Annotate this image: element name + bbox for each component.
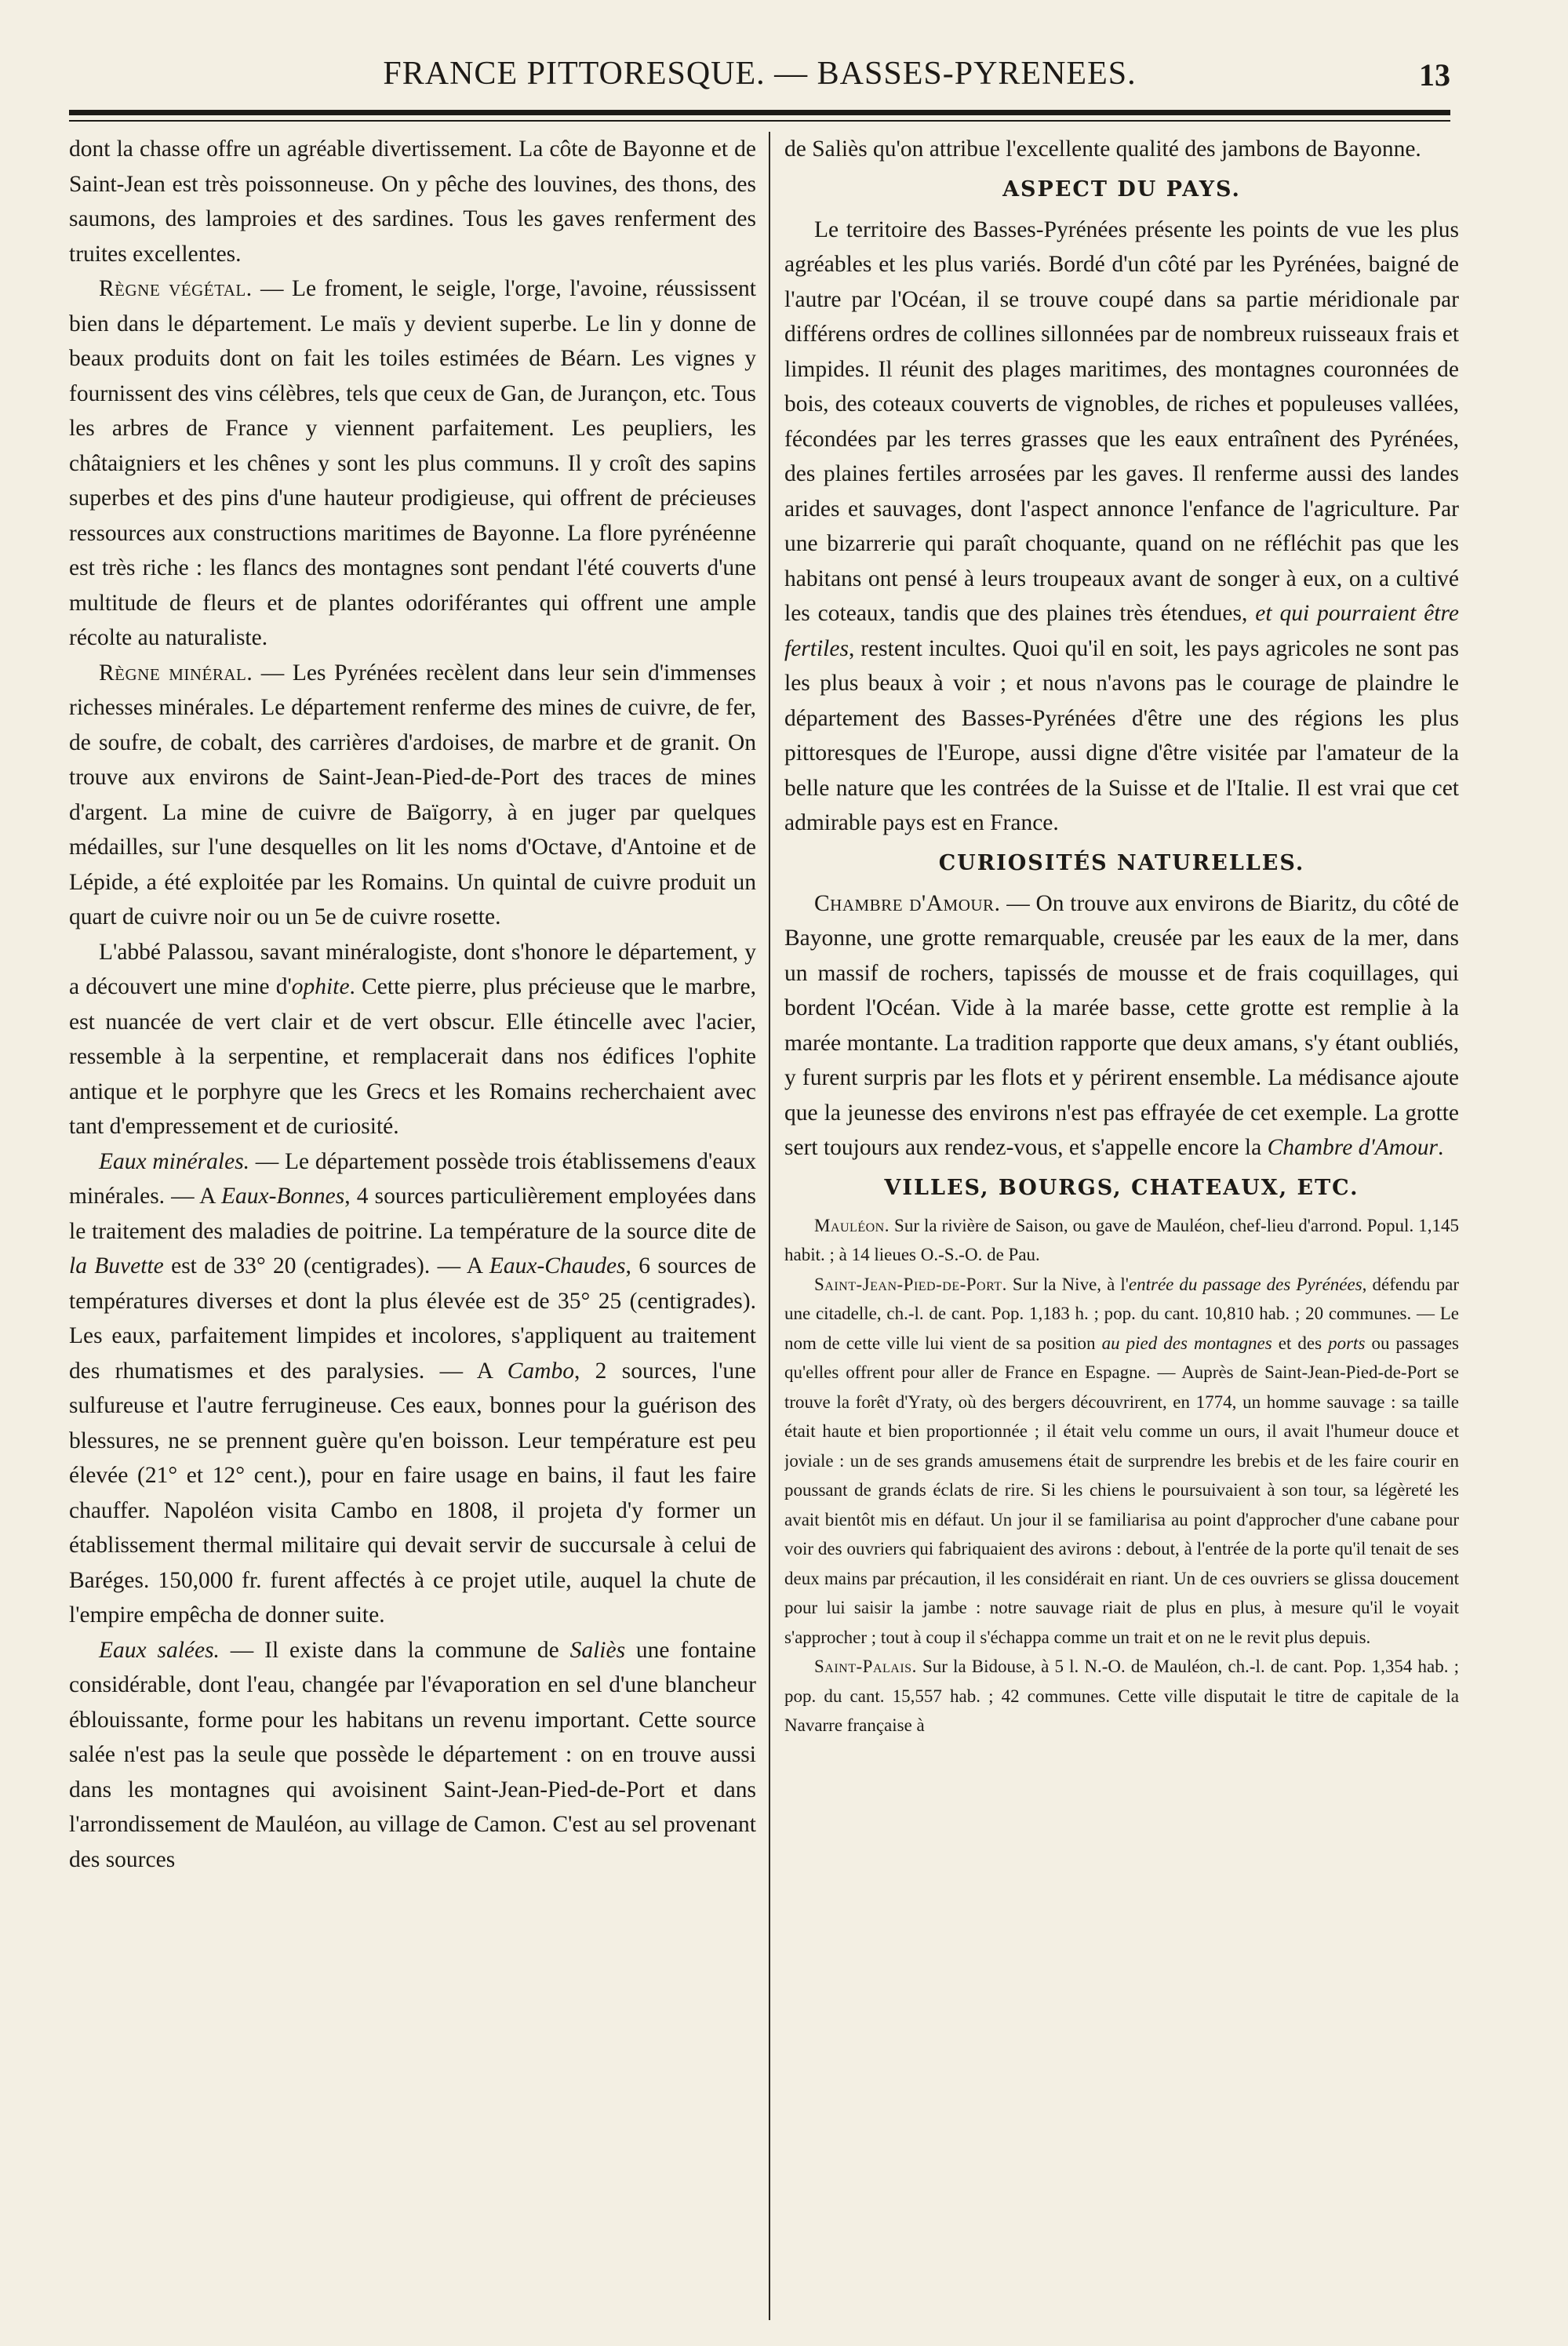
heading-regne-mineral: Règne minéral.	[99, 660, 253, 686]
header-rule-thin	[69, 120, 1450, 122]
heading-eaux-minerales: Eaux minérales.	[99, 1148, 250, 1174]
page-header	[69, 39, 1450, 110]
gazetteer-entries	[784, 1211, 1459, 1740]
column-divider	[769, 132, 770, 2320]
paragraph-regne-vegetal: Règne végétal. — Le froment, le seigle, l'orge, l'avoine, réussissent bien dans le département. Le maïs y devient superbe. Le lin y donne de beaux produits dont on fait les toiles estimées de Béarn. Les vignes y fournissent des vins célèbres, tels que ceux de Gan, de Jurançon, etc. Tous les arbres de France y viennent parfaitement. Les peupliers, les châtaigniers et les chênes y sont les plus communs. Il y croît des sapins superbes et des pins d'une hauteur prodigieuse, qui offrent de précieuses ressources aux constructions maritimes de Bayonne. La flore pyrénéenne est très riche : les flancs des montagnes sont pendant l'été couverts d'une multitude de fleurs et de plantes odoriférantes qui offrent une ample récolte au naturaliste.	[69, 276, 756, 650]
paragraph-regne-mineral: Règne minéral. — Les Pyrénées recèlent dans leur sein d'immenses richesses minérales. Le département renferme des mines de cuivre, de fer, de soufre, de cobalt, des carrières d'ardoises, de marbre et de granit. On trouve aux environs de Saint-Jean-Pied-de-Port des traces de mines d'argent. La mine de cuivre de Baïgorry, à en juger par quelques médailles, sur l'une desquelles on lit les noms d'Octave, d'Antoine et de Lépide, a été exploitée par les Romains. Un quintal de cuivre produit un quart de cuivre noir ou un 5e de cuivre rosette.	[69, 660, 756, 929]
paragraph-ophite: L'abbé Palassou, savant minéralogiste, dont s'honore le département, y a découvert une mine d'ophite. Cette pierre, plus précieuse que le marbre, est nuancée de vert clair et de vert obscur. Elle étincelle avec l'acier, ressemble à la serpentine, et remplacerait dans nos édifices l'ophite antique et le porphyre que les Grecs et les Romains recherchaient avec tant d'empressement et de curiosité.	[69, 939, 756, 1139]
entry-saint-jean-pied-de-port: Saint-Jean-Pied-de-Port. Sur la Nive, à l'entrée du passage des Pyrénées, défendu par une citadelle, ch.-l. de cant. Pop. 1,183 h. ; pop. du cant. 10,810 hab. ; 20 communes. — Le nom de cette ville lui vient de sa position au pied des montagnes et des ports ou passages qu'elles offrent pour aller de France en Espagne. — Auprès de Saint-Jean-Pied-de-Port se trouve la forêt d'Yraty, où des bergers découvrirent, en 1774, un homme sauvage : sa taille était haute et bien proportionnée ; il était velu comme un ours, il avait l'humeur douce et joviale : un de ses grands amusemens était de surprendre les brebis et de les faire courir en poussant de grands éclats de rire. Si les chiens le poursuivaient à son tour, sa légèreté les avait bientôt mis en défaut. Un jour il se familiarisa au point d'approcher d'une cabane pour voir des ouvriers qui fabriquaient des avirons : debout, à l'entrée de la porte qu'il tenait de ses deux mains par précaution, il les considérait en riant. Un de ces ouvriers se glissa doucement pour lui saisir la jambe : notre sauvage riait de plus en plus, à mesure qu'il le voyait s'approcher ; tout à coup il s'échappa comme un trait et on ne le revit plus depuis.	[784, 1274, 1459, 1647]
left-column	[69, 132, 756, 2328]
paragraph-salies-jambons: de Saliès qu'on attribue l'excellente qualité des jambons de Bayonne.	[784, 136, 1421, 162]
running-title: FRANCE PITTORESQUE. — BASSES-PYRENEES.	[383, 56, 1137, 92]
paragraph-aspect: Le territoire des Basses-Pyrénées présente les points de vue les plus agréables et les plus variés. Bordé d'un côté par les Pyrénées, baigné de l'autre par l'Océan, il se trouve coupé dans sa partie méridionale par différens ordres de collines sillonnées par de nombreux ruisseaux frais et limpides. Il réunit des plages maritimes, des montagnes couronnées de bois, des coteaux couverts de vignobles, de riches et populeuses vallées, fécondées par les terres grasses que les eaux entraînent des Pyrénées, des plaines fertiles arrosées par les gaves. Il renferme aussi des landes arides et sauvages, dont l'aspect annonce l'enfance de l'agriculture. Par une bizarrerie qui paraît choquante, quand on ne réfléchit pas que les habitans ont pensé à leurs troupeaux avant de songer à eux, on a cultivé les coteaux, tandis que des plaines très étendues, et qui pourraient être fertiles, restent incultes. Quoi qu'il en soit, les pays agricoles ne sont pas les plus beaux à voir ; et nous n'avons pas le courage de plaindre le département des Basses-Pyrénées d'être une des régions les plus pittoresques de l'Europe, aussi digne d'être visitée par l'amateur de la belle nature que les contrées de la Suisse et de l'Italie. Il est vrai que cet admirable pays est en France.	[784, 216, 1459, 835]
entry-mauleon: Mauléon. Sur la rivière de Saison, ou gave de Mauléon, chef-lieu d'arrond. Popul. 1,145 habit. ; à 14 lieues O.-S.-O. de Pau.	[784, 1215, 1459, 1264]
entry-saint-palais: Saint-Palais. Sur la Bidouse, à 5 l. N.-O. de Mauléon, ch.-l. de cant. Pop. 1,354 hab. ; pop. du cant. 15,557 hab. ; 42 communes. Cette ville disputait le titre de capitale de la Navarre française à	[784, 1657, 1459, 1735]
heading-curiosites-naturelles: CURIOSITÉS NATURELLES.	[938, 850, 1305, 875]
right-column	[784, 132, 1459, 2328]
heading-chambre-damour: Chambre d'Amour.	[814, 890, 1001, 916]
paragraph-chambre-damour: Chambre d'Amour. — On trouve aux environs de Biaritz, du côté de Bayonne, une grotte remarquable, creusée par les eaux de la mer, dans un massif de rochers, tapissés de mousse et de frais coquillages, qui bordent l'Océan. Vide à la marée basse, cette grotte est remplie à la marée montante. La tradition rapporte que deux amans, s'y étant oubliés, y furent surpris par les flots et y périrent ensemble. La médisance ajoute que la jeunesse des environs n'est pas effrayée de cet exemple. La grotte sert toujours aux rendez-vous, et s'appelle encore la Chambre d'Amour.	[784, 890, 1459, 1160]
paragraph-hunting-fishing: dont la chasse offre un agréable divertissement. La côte de Bayonne et de Saint-Jean est très poissonneuse. On y pêche des louvines, des thons, des saumons, des lamproies et des sardines. Tous les gaves renferment des truites excellentes.	[69, 136, 756, 267]
heading-eaux-salees: Eaux salées.	[99, 1637, 220, 1663]
heading-aspect-du-pays: ASPECT DU PAYS.	[1002, 176, 1241, 202]
page-number: 13	[1419, 57, 1450, 93]
paragraph-eaux-salees: Eaux salées. — Il existe dans la commune de Saliès une fontaine considérable, dont l'eau, changée par l'évaporation en sel d'une blancheur éblouissante, forme pour les habitans un revenu important. Cette source salée n'est pas la seule que possède le département : on en trouve aussi dans les montagnes qui avoisinent Saint-Jean-Pied-de-Port et dans l'arrondissement de Mauléon, au village de Camon. C'est au sel provenant des sources	[69, 1637, 756, 1872]
heading-villes-bourgs: VILLES, BOURGS, CHATEAUX, ETC.	[884, 1175, 1359, 1200]
header-rule-thick	[69, 110, 1450, 115]
heading-regne-vegetal: Règne végétal.	[99, 276, 253, 301]
paragraph-eaux-minerales: Eaux minérales. — Le département possède trois établissemens d'eaux minérales. — A Eaux-Bonnes, 4 sources particulièrement employées dans le traitement des maladies de poitrine. La température de la source dite de la Buvette est de 33° 20 (centigrades). — A Eaux-Chaudes, 6 sources de températures diverses et dont la plus élevée est de 35° 25 (centigrades). Les eaux, parfaitement limpides et incolores, s'appliquent au traitement des rhumatismes et des paralysies. — A Cambo, 2 sources, l'une sulfureuse et l'autre ferrugineuse. Ces eaux, bonnes pour la guérison des blessures, ne se prennent guère qu'en boisson. Leur température est peu élevée (21° et 12° cent.), pour en faire usage en bains, il faut les faire chauffer. Napoléon visita Cambo en 1808, il projeta d'y former un établissement thermal militaire qui devait servir de succursale à celui de Baréges. 150,000 fr. furent affectés à ce projet utile, auquel la chute de l'empire empêcha de donner suite.	[69, 1148, 756, 1628]
